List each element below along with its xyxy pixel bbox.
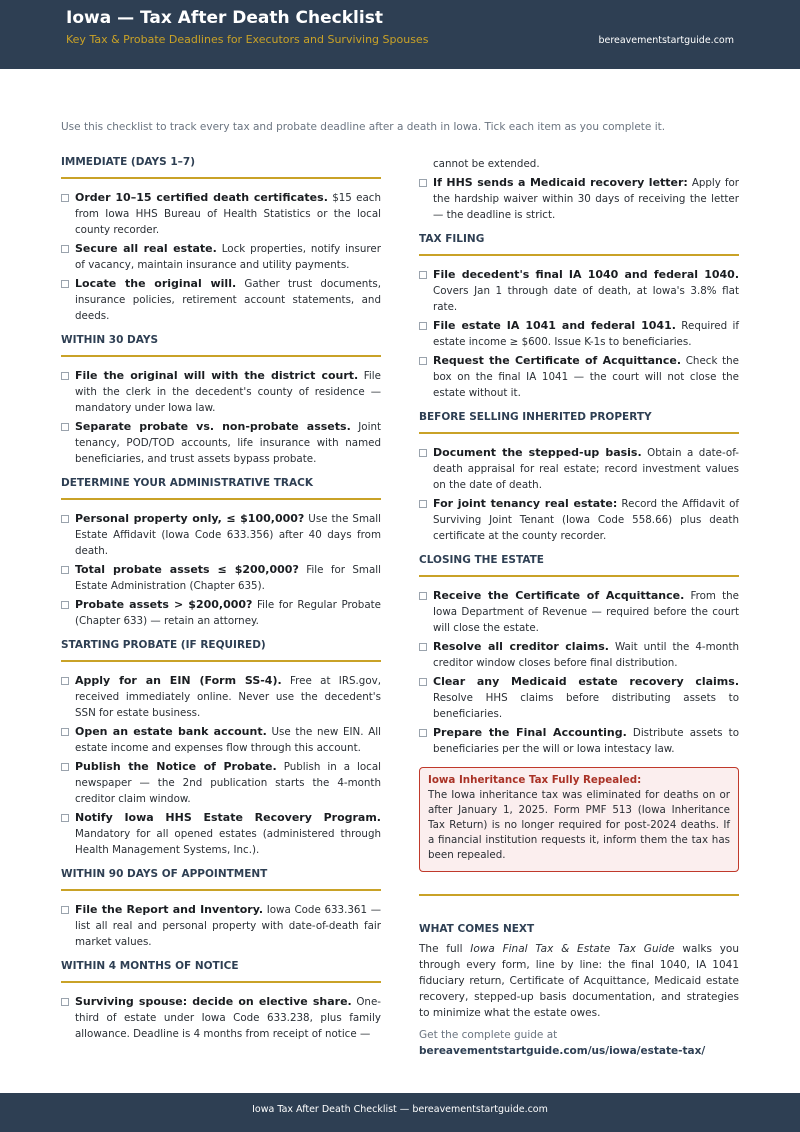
left-column: [61, 155, 381, 1045]
page-footer: [0, 1093, 800, 1132]
checklist-item: [61, 759, 381, 807]
item-lead: Open an estate bank account.: [75, 725, 267, 738]
item-text: Mandatory for all opened estates (administered through Health Management Systems, Inc.).: [75, 828, 381, 856]
checklist-item: [61, 673, 381, 721]
checklist-item: [61, 511, 381, 559]
item-text: Use the Small Estate Affidavit (Iowa Code 633.356) after 40 days from death.: [75, 513, 381, 557]
intro-text: Use this checklist to track every tax and probate deadline after a death in Iowa. Tick each item as you complete it.: [61, 121, 666, 133]
section-title: WITHIN 30 DAYS: [61, 334, 381, 357]
item-text: From the Iowa Department of Revenue — required before the court will close the estate.: [433, 590, 739, 634]
checklist-item: [61, 902, 381, 950]
checkbox[interactable]: [419, 322, 427, 330]
checkbox[interactable]: [61, 245, 69, 253]
item-lead: Probate assets > $200,000?: [75, 598, 253, 611]
inheritance-tax-callout: [419, 767, 739, 872]
checklist-item: [61, 994, 381, 1042]
checkbox[interactable]: [419, 592, 427, 600]
header-site: bereavementstartguide.com: [598, 35, 734, 46]
next-body-pre: The full: [419, 943, 471, 955]
item-lead: Notify Iowa HHS Estate Recovery Program.: [75, 811, 381, 824]
checkbox[interactable]: [61, 194, 69, 202]
item-lead: Resolve all creditor claims.: [433, 640, 609, 653]
item-lead: Personal property only, ≤ $100,000?: [75, 512, 305, 525]
item-text: Iowa Code 633.361 — list all real and personal property with date-of-death fair market values.: [75, 904, 381, 948]
item-text: Distribute assets to beneficiaries per the will or Iowa intestacy law.: [433, 727, 739, 755]
right-column: [419, 156, 739, 1059]
footer-text: Iowa Tax After Death Checklist — bereavementstartguide.com: [252, 1104, 548, 1115]
checkbox[interactable]: [419, 500, 427, 508]
checklist-item: [61, 190, 381, 238]
checklist-item: [61, 724, 381, 756]
guide-link[interactable]: bereavementstartguide.com/us/iowa/estate-tax/: [419, 1045, 706, 1057]
next-body: [419, 941, 739, 1021]
item-text: Lock properties, notify insurer of vacancy, maintain insurance and utility payments.: [75, 243, 381, 271]
item-text: Joint tenancy, POD/TOD accounts, life insurance with named beneficiaries, and trust assets bypass probate.: [75, 421, 382, 465]
checklist-item: [61, 276, 381, 324]
continuation-label: cannot be extended.: [433, 158, 540, 170]
checkbox[interactable]: [61, 566, 69, 574]
checklist-item: [419, 445, 739, 493]
item-text: File for Small Estate Administration (Chapter 635).: [75, 564, 381, 592]
item-lead: Separate probate vs. non-probate assets.: [75, 420, 351, 433]
checkbox[interactable]: [419, 449, 427, 457]
checkbox[interactable]: [61, 814, 69, 822]
checklist-item: [419, 175, 739, 223]
checklist-item: [61, 419, 381, 467]
item-text: Required if estate income ≥ $600. Issue K-1s to beneficiaries.: [433, 320, 739, 348]
checkbox[interactable]: [61, 763, 69, 771]
checklist-item: [61, 368, 381, 416]
checkbox[interactable]: [419, 678, 427, 686]
checklist-item: [419, 725, 739, 757]
checkbox[interactable]: [419, 357, 427, 365]
item-text: Obtain a date-of-death appraisal for real estate; record investment values on the date of death.: [433, 447, 739, 491]
item-lead: Total probate assets ≤ $200,000?: [75, 563, 299, 576]
item-text: Check the box on the final IA 1041 — the court will not close the estate without it.: [433, 355, 739, 399]
checklist-item: [419, 588, 739, 636]
page-subtitle: Key Tax & Probate Deadlines for Executors and Surviving Spouses: [66, 33, 429, 46]
item-text: Record the Affidavit of Surviving Joint Tenant (Iowa Code 558.66) plus death certificate at the county recorder.: [433, 498, 739, 542]
item-lead: File the original will with the district court.: [75, 369, 359, 382]
item-lead: Surviving spouse: decide on elective share.: [75, 995, 352, 1008]
item-lead: File estate IA 1041 and federal 1041.: [433, 319, 676, 332]
checklist-item: [61, 562, 381, 594]
item-lead: Order 10–15 certified death certificates.: [75, 191, 328, 204]
item-text: Resolve HHS claims before distributing assets to beneficiaries.: [433, 692, 739, 720]
section-title: DETERMINE YOUR ADMINISTRATIVE TRACK: [61, 477, 381, 500]
item-lead: Prepare the Final Accounting.: [433, 726, 627, 739]
item-text: Use the new EIN. All estate income and expenses flow through this account.: [75, 726, 381, 754]
item-text: $15 each from Iowa HHS Bureau of Health Statistics or the local county recorder.: [75, 192, 381, 236]
checkbox[interactable]: [61, 372, 69, 380]
checkbox[interactable]: [61, 728, 69, 736]
item-text: File with the clerk in the decedent's county of residence — mandatory under Iowa law.: [75, 370, 381, 414]
item-lead: Receive the Certificate of Acquittance.: [433, 589, 685, 602]
item-text: Free at IRS.gov, received immediately online. Never use the decedent's SSN for estate business.: [75, 675, 381, 719]
item-lead: Secure all real estate.: [75, 242, 217, 255]
item-text: Wait until the 4-month creditor window closes before final distribution.: [433, 641, 740, 669]
checklist-item: [61, 810, 381, 858]
item-lead: Publish the Notice of Probate.: [75, 760, 277, 773]
item-text: Apply for the hardship waiver within 30 days of receiving the letter — the deadline is strict.: [433, 177, 739, 221]
checkbox[interactable]: [61, 515, 69, 523]
checklist-item: [419, 318, 739, 350]
checkbox[interactable]: [61, 998, 69, 1006]
checkbox[interactable]: [61, 280, 69, 288]
item-lead: File decedent's final IA 1040 and federal 1040.: [433, 268, 739, 281]
checklist-item: [61, 597, 381, 629]
continuation-text: [419, 156, 739, 172]
item-text: Gather trust documents, insurance policies, retirement account statements, and deeds.: [75, 278, 382, 322]
checklist-item: [61, 241, 381, 273]
checklist-item: [419, 639, 739, 671]
checklist-item: [419, 496, 739, 544]
item-text: One-third of estate under Iowa Code 633.238, plus family allowance. Deadline is 4 months from receipt of notice —: [75, 996, 381, 1040]
next-title: WHAT COMES NEXT: [419, 923, 535, 935]
checklist-item: [419, 353, 739, 401]
callout-body: The Iowa inheritance tax was eliminated for deaths on or after January 1, 2025. Form PMF 513 (Iowa Inheritance Tax Return) is no longer required for post-2024 deaths. If a financial institution requests it, inform them the tax has been repealed.: [428, 789, 730, 861]
page-title: Iowa — Tax After Death Checklist: [66, 8, 383, 28]
checklist-item: [419, 674, 739, 722]
section-title: BEFORE SELLING INHERITED PROPERTY: [419, 411, 739, 434]
item-lead: For joint tenancy real estate:: [433, 497, 618, 510]
section-title: WITHIN 90 DAYS OF APPOINTMENT: [61, 868, 381, 891]
checkbox[interactable]: [419, 179, 427, 187]
checkbox[interactable]: [419, 271, 427, 279]
checkbox[interactable]: [61, 601, 69, 609]
guide-name: Iowa Final Tax & Estate Tax Guide: [470, 943, 675, 955]
section-title: CLOSING THE ESTATE: [419, 554, 739, 577]
section-title: IMMEDIATE (DAYS 1–7): [61, 156, 381, 179]
item-lead: Locate the original will.: [75, 277, 237, 290]
checkbox[interactable]: [61, 677, 69, 685]
item-lead: If HHS sends a Medicaid recovery letter:: [433, 176, 688, 189]
checkbox[interactable]: [419, 643, 427, 651]
checkbox[interactable]: [61, 906, 69, 914]
item-lead: Clear any Medicaid estate recovery claims.: [433, 675, 739, 688]
checklist-item: [419, 267, 739, 315]
item-lead: Apply for an EIN (Form SS-4).: [75, 674, 282, 687]
get-guide-text: Get the complete guide at: [419, 1029, 558, 1041]
checkbox[interactable]: [61, 423, 69, 431]
item-text: Publish in a local newspaper — the 2nd publication starts the 4-month creditor claim window.: [75, 761, 381, 805]
item-text: Covers Jan 1 through date of death, at Iowa's 3.8% flat rate.: [433, 285, 739, 313]
divider: [419, 894, 739, 896]
item-lead: File the Report and Inventory.: [75, 903, 264, 916]
section-title: STARTING PROBATE (IF REQUIRED): [61, 639, 381, 662]
section-title: WITHIN 4 MONTHS OF NOTICE: [61, 960, 381, 983]
section-title: TAX FILING: [419, 233, 739, 256]
item-lead: Request the Certificate of Acquittance.: [433, 354, 682, 367]
item-text: File for Regular Probate (Chapter 633) — retain an attorney.: [75, 599, 381, 627]
page-header: [0, 0, 800, 69]
checkbox[interactable]: [419, 729, 427, 737]
callout-title: Iowa Inheritance Tax Fully Repealed:: [428, 774, 642, 786]
item-lead: Document the stepped-up basis.: [433, 446, 642, 459]
next-body-post: walks you through every form, line by line: the final 1040, IA 1041 fiduciary return, Certificate of Acquittance, Medicaid estate recovery, stepped-up basis documentation, and strategies to minimize what the estate owes.: [419, 943, 739, 1019]
